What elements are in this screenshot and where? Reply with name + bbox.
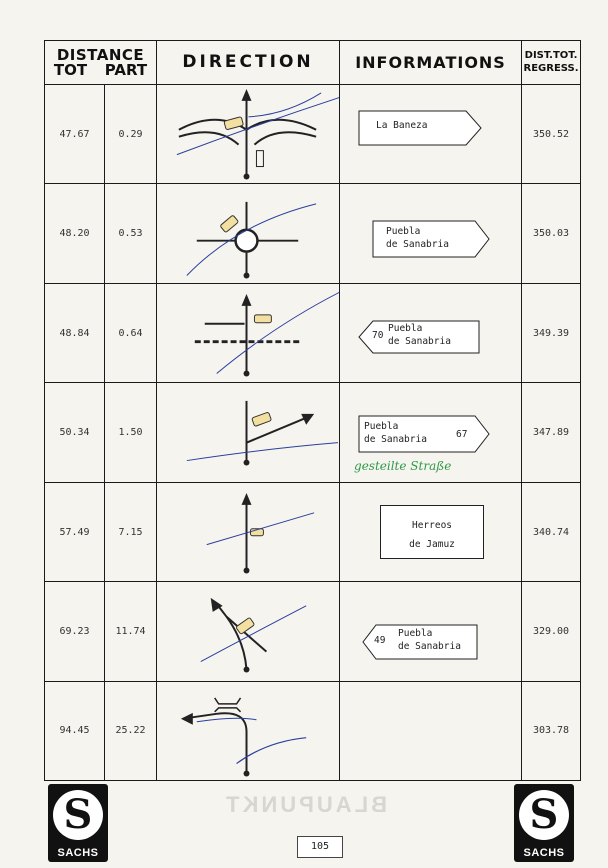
sign-line: Herreos	[411, 519, 453, 531]
tot-label: TOT	[53, 60, 88, 79]
direction-diagram	[157, 582, 340, 681]
sign-number: 49	[374, 635, 386, 647]
regress-cell: 347.89	[522, 383, 581, 482]
information-cell	[340, 681, 522, 780]
table-row	[45, 383, 581, 482]
railway-crossing-diagram	[157, 284, 339, 382]
table-row	[45, 482, 581, 581]
table-row	[45, 85, 581, 184]
information-cell	[340, 482, 522, 581]
sign-number: 67	[456, 429, 468, 441]
tot-cell: 48.84	[45, 283, 105, 382]
distance-header	[45, 41, 157, 85]
part-cell: 0.53	[105, 184, 157, 283]
tot-cell: 50.34	[45, 383, 105, 482]
sign-line: de Sanabria	[388, 335, 451, 347]
sign-line: La Baneza	[376, 120, 428, 131]
information-cell	[340, 582, 522, 681]
brand-name: SACHS	[523, 847, 565, 859]
sachs-logo-right: S SACHS	[514, 784, 574, 862]
sign-line: Puebla	[398, 628, 433, 640]
direction-sign	[362, 624, 478, 660]
regress-cell: 350.03	[522, 184, 581, 283]
header-row	[45, 41, 581, 85]
direction-sign	[358, 415, 490, 453]
dist-tot-label: DIST.TOT.	[524, 50, 578, 61]
page-number: 105	[297, 836, 343, 858]
handwritten-note: gesteilte Straße	[354, 459, 452, 474]
watermark-text: BLAUPUNKT	[223, 792, 387, 817]
direction-sign	[358, 110, 482, 146]
direction-sign	[380, 505, 484, 559]
part-cell: 25.22	[105, 681, 157, 780]
information-cell	[340, 85, 522, 184]
tot-cell: 47.67	[45, 85, 105, 184]
roundabout-diagram	[157, 184, 339, 282]
regress-cell: 303.78	[522, 681, 581, 780]
right-turn-diagram	[157, 383, 339, 481]
left-fork-diagram	[157, 582, 339, 680]
straight-ahead-diagram	[157, 483, 339, 581]
sign-line: de Jamuz	[409, 538, 455, 550]
tot-cell: 94.45	[45, 681, 105, 780]
direction-sign	[358, 320, 480, 354]
direction-diagram	[157, 283, 340, 382]
sachs-logo-left: S SACHS	[48, 784, 108, 862]
sign-line: de Sanabria	[386, 239, 449, 251]
tot-cell: 69.23	[45, 582, 105, 681]
brand-name: SACHS	[57, 847, 99, 859]
regress-label: REGRESS.	[523, 62, 579, 74]
roadbook-table	[44, 40, 581, 781]
tot-cell: 57.49	[45, 482, 105, 581]
distance-label: DISTANCE	[56, 45, 145, 64]
direction-diagram	[157, 681, 340, 780]
sign-line: Puebla	[386, 226, 421, 238]
direction-diagram	[157, 85, 340, 184]
regress-cell: 349.39	[522, 283, 581, 382]
direction-diagram	[157, 482, 340, 581]
regress-cell: 329.00	[522, 582, 581, 681]
regress-cell: 340.74	[522, 482, 581, 581]
y-junction-diagram	[157, 85, 339, 183]
part-cell: 7.15	[105, 482, 157, 581]
sign-number: 70	[372, 329, 384, 341]
sign-line: Puebla	[388, 322, 423, 334]
tot-cell: 48.20	[45, 184, 105, 283]
direction-header: DIRECTION	[157, 41, 340, 85]
informations-header: INFORMATIONS	[340, 41, 522, 85]
information-cell	[340, 184, 522, 283]
sign-line: de Sanabria	[364, 434, 427, 446]
left-turn-bridge-diagram	[157, 682, 339, 780]
regress-cell: 350.52	[522, 85, 581, 184]
part-cell: 0.29	[105, 85, 157, 184]
table-row	[45, 681, 581, 780]
part-cell: 1.50	[105, 383, 157, 482]
table-row	[45, 184, 581, 283]
regress-header	[522, 41, 581, 85]
information-cell	[340, 283, 522, 382]
information-cell	[340, 383, 522, 482]
table-row	[45, 283, 581, 382]
direction-sign	[372, 220, 490, 258]
direction-diagram	[157, 383, 340, 482]
part-label: PART	[104, 60, 148, 79]
part-cell: 11.74	[105, 582, 157, 681]
sign-line: de Sanabria	[398, 641, 461, 653]
table-row	[45, 582, 581, 681]
direction-diagram	[157, 184, 340, 283]
part-cell: 0.64	[105, 283, 157, 382]
sign-line: Puebla	[364, 421, 399, 433]
